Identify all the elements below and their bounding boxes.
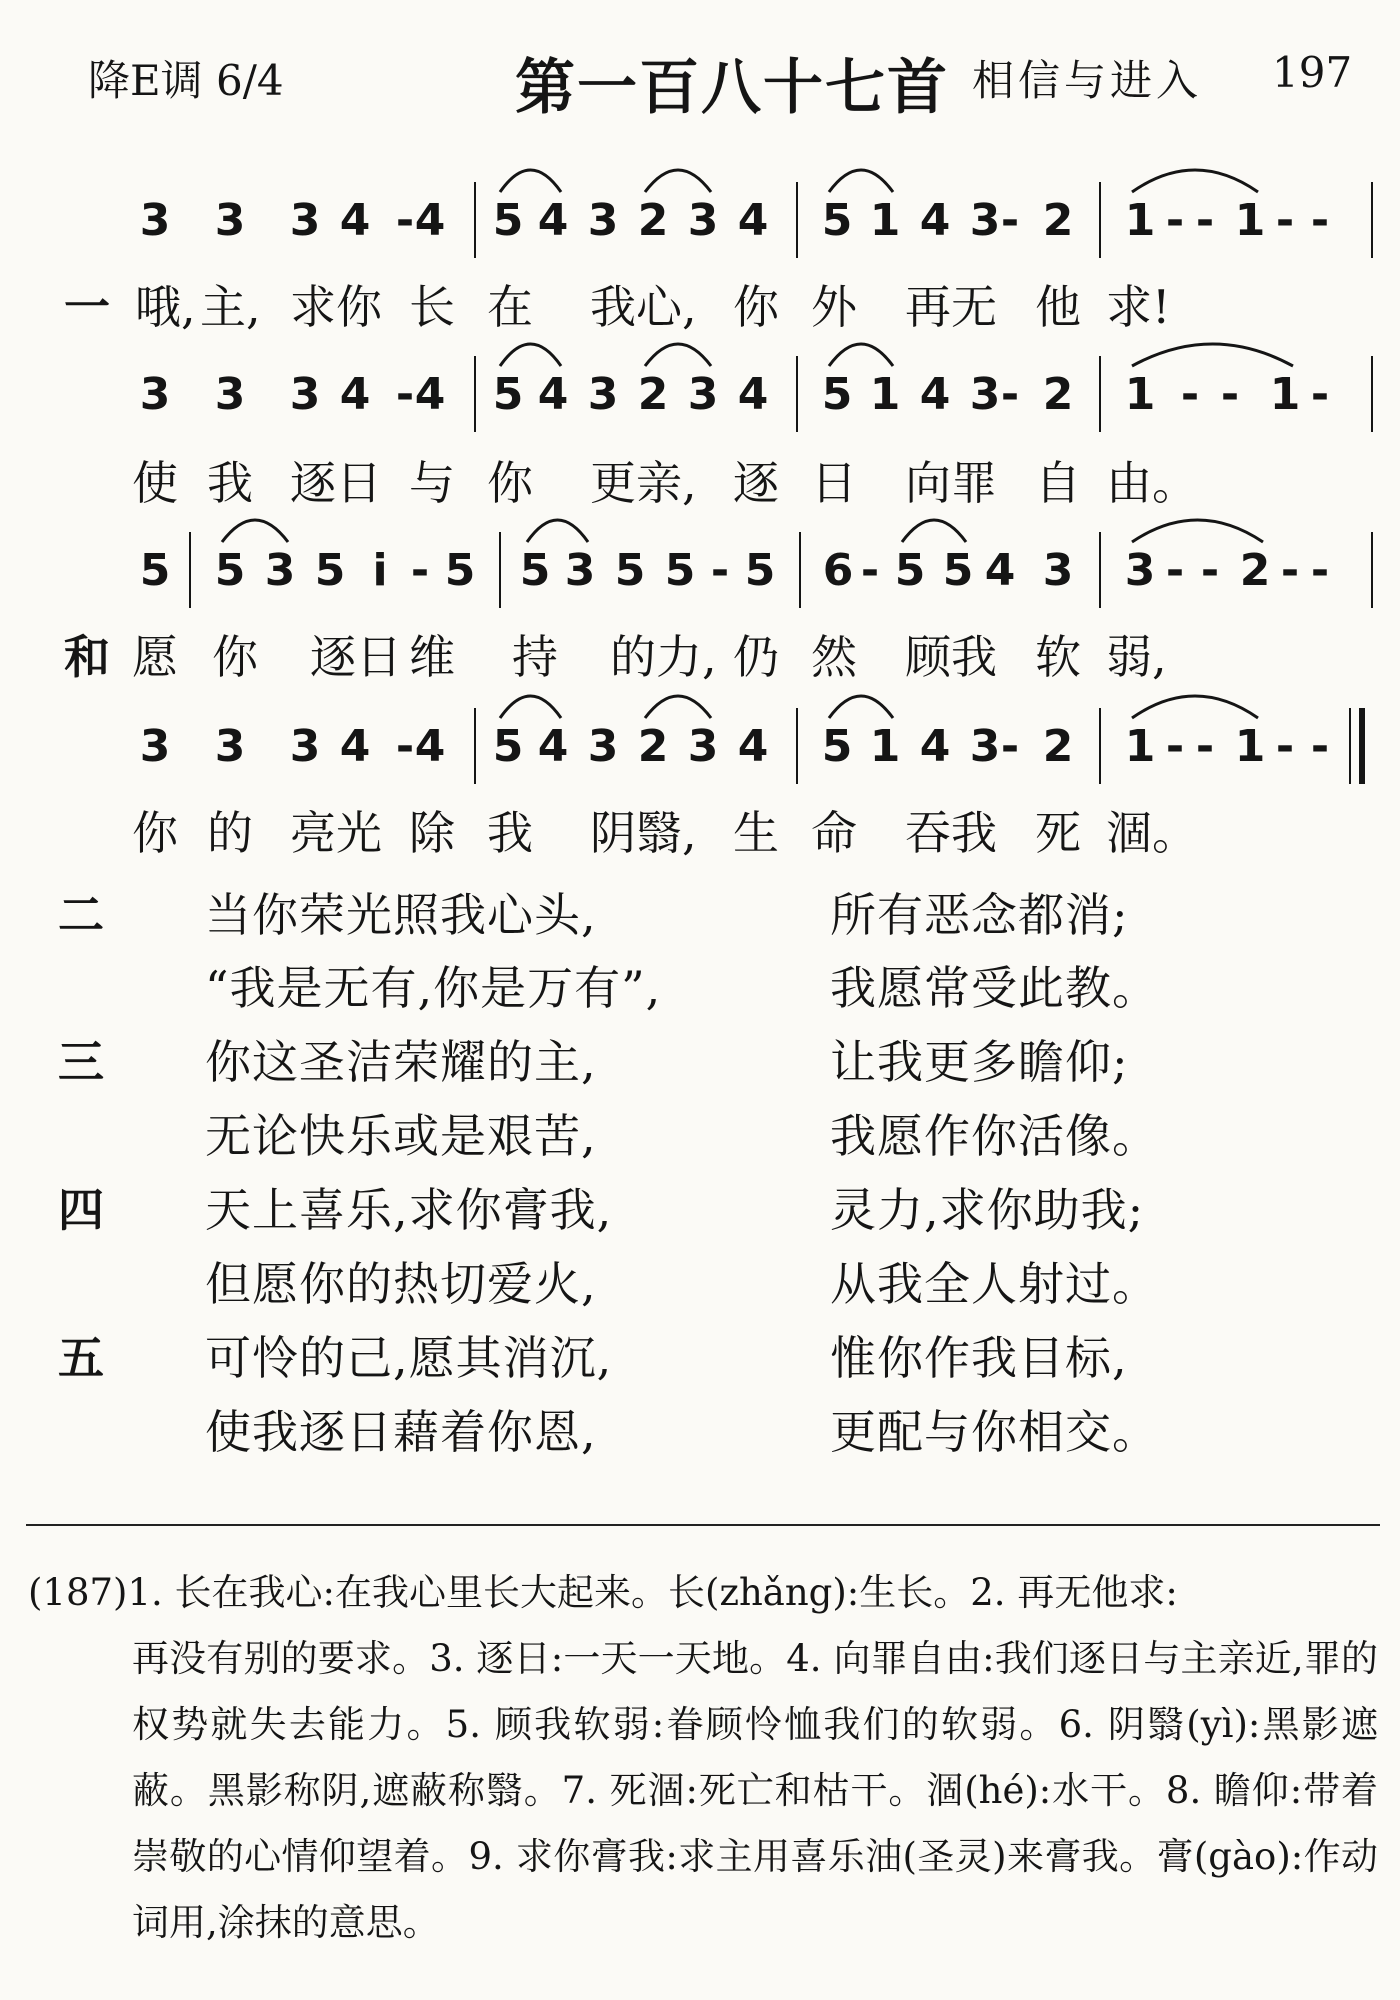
- verse-line: 惟你作我目标,: [830, 1331, 1128, 1385]
- tie-slur: [1132, 520, 1263, 542]
- dash-extension: -: [1195, 195, 1215, 246]
- verse-number: 三: [58, 1035, 104, 1089]
- note: 1: [869, 195, 901, 246]
- tie-slur: [1132, 696, 1258, 718]
- note: 3: [587, 369, 619, 420]
- hymn-title: 第一百八十七首: [515, 53, 949, 123]
- lyric-syllable: 哦,: [135, 280, 196, 334]
- note: 1: [1124, 195, 1156, 246]
- note: 3: [1124, 545, 1156, 596]
- lyric-syllable: 逐日: [290, 456, 382, 510]
- lyric-syllable: 逐: [733, 456, 779, 510]
- lyric-syllable: 你: [212, 630, 258, 684]
- lyric-syllable: 我: [487, 806, 533, 860]
- note: 2: [1042, 369, 1074, 420]
- note: 2: [637, 721, 669, 772]
- note: 3: [969, 721, 1001, 772]
- lyric-syllable: 涸。: [1106, 806, 1198, 860]
- note: 1: [869, 369, 901, 420]
- note: 4: [414, 369, 446, 420]
- note: 4: [737, 195, 769, 246]
- note: 5: [492, 721, 524, 772]
- note: 3: [564, 545, 596, 596]
- dash-extension: -: [1000, 721, 1020, 772]
- dash-extension: -: [1165, 721, 1185, 772]
- page-number: 197: [1272, 48, 1353, 97]
- note: 5: [942, 545, 974, 596]
- tie-slur: [645, 344, 711, 366]
- lyric-syllable: 逐日: [310, 630, 402, 684]
- lyric-syllable: 你: [733, 280, 779, 334]
- note: 2: [1239, 545, 1271, 596]
- lyric-syllable: 的力,: [610, 630, 717, 684]
- dash-extension: -: [1310, 195, 1330, 246]
- tie-slur: [1132, 344, 1293, 366]
- note: 4: [414, 195, 446, 246]
- tie-slur: [829, 696, 893, 718]
- tie-slur: [829, 344, 893, 366]
- note: 5: [821, 195, 853, 246]
- verse-line: 我愿作你活像。: [830, 1109, 1159, 1163]
- note: 3: [587, 721, 619, 772]
- dash-extension: -: [1180, 369, 1200, 420]
- hymn-category: 相信与进入: [972, 56, 1203, 105]
- dash-extension: -: [1310, 721, 1330, 772]
- verse-line: 灵力,求你助我;: [830, 1183, 1145, 1237]
- note: 1: [1124, 721, 1156, 772]
- key-signature: 降E调 6/4: [88, 56, 284, 105]
- note: 5: [444, 545, 476, 596]
- lyric-syllable: 与: [409, 456, 455, 510]
- note: 1: [1269, 369, 1301, 420]
- note: 3: [289, 369, 321, 420]
- note: 3: [1042, 545, 1074, 596]
- tie-slur: [527, 520, 588, 542]
- dash-extension: -: [1310, 369, 1330, 420]
- dash-extension: -: [395, 369, 415, 420]
- note: 5: [894, 545, 926, 596]
- dash-extension: -: [710, 545, 730, 596]
- note: 3: [214, 369, 246, 420]
- note: 4: [537, 721, 569, 772]
- lyric-syllable: 愿: [132, 630, 178, 684]
- dash-extension: -: [1200, 545, 1220, 596]
- lyric-syllable: 亮光: [290, 806, 382, 860]
- dash-extension: -: [1280, 545, 1300, 596]
- note: 3: [687, 721, 719, 772]
- verse-line: 所有恶念都消;: [830, 888, 1129, 942]
- note: 4: [537, 369, 569, 420]
- tie-slur: [500, 170, 561, 192]
- verse-line: 更配与你相交。: [830, 1405, 1159, 1459]
- note: 1: [1124, 369, 1156, 420]
- note: 5: [664, 545, 696, 596]
- verse-line: 使我逐日藉着你恩,: [205, 1405, 597, 1459]
- verse-line: 但愿你的热切爱火,: [205, 1257, 597, 1311]
- note: 4: [919, 195, 951, 246]
- verse-line: 你这圣洁荣耀的主,: [205, 1035, 597, 1089]
- note: 4: [919, 721, 951, 772]
- lyric-syllable: 的: [207, 806, 253, 860]
- lyric-syllable: 然: [811, 630, 857, 684]
- note: 5: [519, 545, 551, 596]
- tie-slur: [645, 696, 711, 718]
- lyric-syllable: 阴翳,: [590, 806, 697, 860]
- lyric-syllable: 向罪: [905, 456, 997, 510]
- dash-extension: -: [1275, 195, 1295, 246]
- note: 3: [139, 369, 171, 420]
- footnote-body: 再没有别的要求。3. 逐日:一天一天地。4. 向罪自由:我们逐日与主亲近,罪的权势就失去能力。5. 顾我软弱:眷顾怜恤我们的软弱。6. 阴翳(yì):黑影遮蔽。黑影称阴,遮蔽称翳。7. 死涸:死亡和枯干。涸(hé):水干。8. 瞻仰:带着崇敬的心情仰望着。9. 求你膏我:求主用喜乐油(圣灵)来膏我。膏(gào):作动词用,涂抹的意思。: [132, 1637, 1378, 1944]
- dash-extension: -: [1000, 195, 1020, 246]
- note: 4: [537, 195, 569, 246]
- verse-number: 二: [58, 888, 104, 942]
- footnote-first-line: (187)1. 长在我心:在我心里长大起来。长(zhǎng):生长。2. 再无他求:: [28, 1571, 1178, 1614]
- lyric-syllable: 求你: [290, 280, 382, 334]
- note: 3: [587, 195, 619, 246]
- lyric-syllable: 日: [811, 456, 857, 510]
- note: 2: [637, 195, 669, 246]
- note: 3: [139, 721, 171, 772]
- note: 3: [687, 195, 719, 246]
- dash-extension: -: [1165, 195, 1185, 246]
- verse-number: 四: [58, 1183, 104, 1237]
- lyric-syllable: 弱,: [1106, 630, 1167, 684]
- note: i: [372, 545, 388, 596]
- dash-extension: -: [1310, 545, 1330, 596]
- note: 5: [314, 545, 346, 596]
- tie-slur: [902, 520, 966, 542]
- note: 4: [984, 545, 1016, 596]
- dash-extension: -: [410, 545, 430, 596]
- note: 4: [339, 195, 371, 246]
- lyric-syllable: 维: [409, 630, 455, 684]
- lyric-syllable: 更亲,: [590, 456, 697, 510]
- lyric-syllable: 除: [409, 806, 455, 860]
- note: 5: [492, 195, 524, 246]
- lyric-syllable: 长: [409, 280, 455, 334]
- note: 5: [821, 369, 853, 420]
- divider: [26, 1524, 1380, 1526]
- lyric-syllable: 自: [1035, 456, 1081, 510]
- dash-extension: -: [1000, 369, 1020, 420]
- note: 4: [339, 721, 371, 772]
- note: 3: [214, 721, 246, 772]
- note: 4: [919, 369, 951, 420]
- tie-slur: [1132, 170, 1258, 192]
- note: 3: [139, 195, 171, 246]
- lyric-syllable: 你: [132, 806, 178, 860]
- verse-line: 让我更多瞻仰;: [830, 1035, 1129, 1089]
- lyric-syllable: 吞我: [905, 806, 997, 860]
- note: 5: [821, 721, 853, 772]
- verse-marker: 一: [64, 280, 110, 334]
- verse-line: 我愿常受此教。: [830, 961, 1159, 1015]
- lyric-syllable: 软: [1035, 630, 1081, 684]
- lyric-syllable: 再无: [905, 280, 997, 334]
- note: 3: [289, 195, 321, 246]
- note: 5: [492, 369, 524, 420]
- tie-slur: [829, 170, 893, 192]
- lyric-syllable: 我心,: [590, 280, 697, 334]
- note: 5: [214, 545, 246, 596]
- dash-extension: -: [395, 721, 415, 772]
- note: 5: [744, 545, 776, 596]
- note: 3: [264, 545, 296, 596]
- lyric-syllable: 在: [487, 280, 533, 334]
- note: 4: [737, 369, 769, 420]
- verse-line: 天上喜乐,求你膏我,: [205, 1183, 613, 1237]
- note: 4: [414, 721, 446, 772]
- note: 1: [1234, 721, 1266, 772]
- dash-extension: -: [1195, 721, 1215, 772]
- tie-slur: [222, 520, 288, 542]
- lyric-syllable: 仍: [733, 630, 779, 684]
- verse-line: “我是无有,你是万有”,: [205, 961, 662, 1015]
- tie-slur: [645, 170, 711, 192]
- dash-extension: -: [395, 195, 415, 246]
- lyric-syllable: 由。: [1106, 456, 1198, 510]
- lyric-syllable: 生: [733, 806, 779, 860]
- verse-number: 五: [58, 1331, 104, 1385]
- dash-extension: -: [1165, 545, 1185, 596]
- lyric-syllable: 死: [1035, 806, 1081, 860]
- note: 5: [614, 545, 646, 596]
- verse-marker: 和: [64, 630, 110, 684]
- verse-line: 无论快乐或是艰苦,: [205, 1109, 597, 1163]
- note: 1: [869, 721, 901, 772]
- lyric-syllable: 外: [811, 280, 857, 334]
- note: 2: [1042, 195, 1074, 246]
- lyric-syllable: 你: [487, 456, 533, 510]
- note: 5: [139, 545, 171, 596]
- note: 3: [214, 195, 246, 246]
- note: 3: [687, 369, 719, 420]
- lyric-syllable: 他: [1035, 280, 1081, 334]
- lyric-syllable: 我: [207, 456, 253, 510]
- note: 3: [969, 195, 1001, 246]
- tie-slur: [500, 344, 561, 366]
- verse-line: 可怜的己,愿其消沉,: [205, 1331, 613, 1385]
- dash-extension: -: [1275, 721, 1295, 772]
- note: 4: [339, 369, 371, 420]
- lyric-syllable: 顾我: [905, 630, 997, 684]
- lyric-syllable: 求!: [1106, 280, 1171, 334]
- note: 3: [289, 721, 321, 772]
- verse-line: 当你荣光照我心头,: [205, 888, 597, 942]
- lyric-syllable: 主,: [200, 280, 261, 334]
- note: 2: [1042, 721, 1074, 772]
- lyric-syllable: 命: [811, 806, 857, 860]
- footnotes: [28, 1560, 1378, 1956]
- note: 2: [637, 369, 669, 420]
- note: 1: [1234, 195, 1266, 246]
- dash-extension: -: [860, 545, 880, 596]
- note: 6: [822, 545, 854, 596]
- tie-slur: [500, 696, 561, 718]
- lyric-syllable: 持: [512, 630, 558, 684]
- note: 3: [969, 369, 1001, 420]
- verse-line: 从我全人射过。: [830, 1257, 1159, 1311]
- lyric-syllable: 使: [132, 456, 178, 510]
- note: 4: [737, 721, 769, 772]
- dash-extension: -: [1220, 369, 1240, 420]
